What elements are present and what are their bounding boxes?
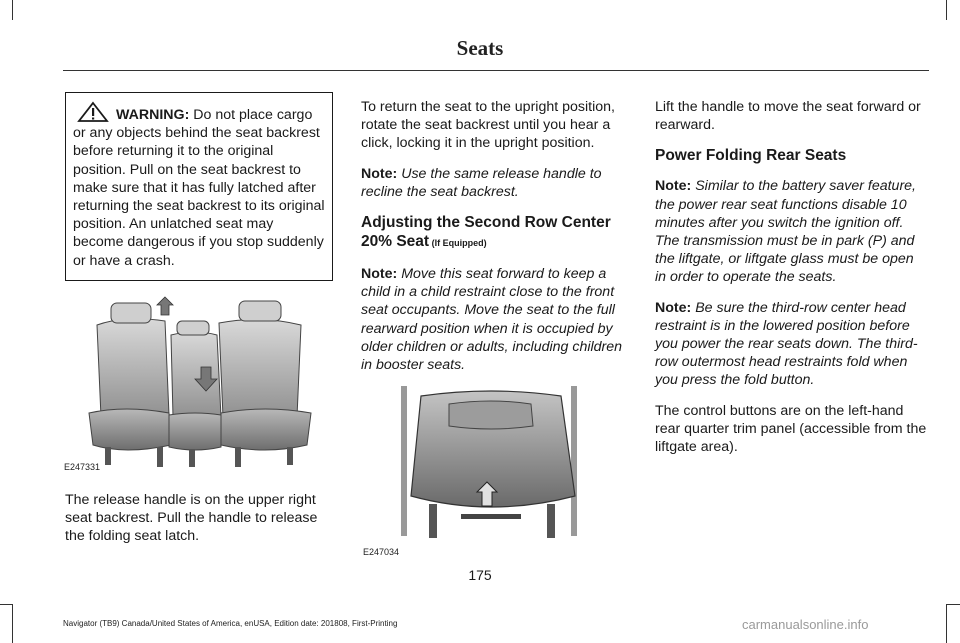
third-row-seat-illustration xyxy=(65,295,333,477)
warning-text: Do not place cargo or any objects behind the seat backrest before returning it to the original position. Pull on the seat backrest to make sure that it has fully latched after returning the seat backrest to its original position. An unlatched seat may become dangerous if you stop suddenly or have a crash. xyxy=(73,107,325,269)
figure-code: E247331 xyxy=(64,461,101,472)
column-1 xyxy=(65,92,333,557)
note-label: Note: xyxy=(361,165,398,182)
crop-mark-bottom-left-h xyxy=(0,604,13,605)
crop-mark-bottom-right xyxy=(946,605,947,643)
warning-box xyxy=(65,92,333,281)
upright-paragraph: To return the seat to the upright position, rotate the seat backrest until you hear a click, locking it in the upright position. xyxy=(361,99,615,152)
center-seat-illustration xyxy=(361,386,631,554)
document-info: Navigator (TB9) Canada/United States of America, enUSA, Edition date: 201808, First-Printing xyxy=(63,619,398,628)
heading-suffix: (If Equipped) xyxy=(429,238,487,249)
control-buttons-paragraph: The control buttons are on the left-hand rear quarter trim panel (accessible from the liftgate area). xyxy=(655,402,927,456)
crop-mark-bottom-left xyxy=(12,605,13,643)
lift-handle-paragraph: Lift the handle to move the seat forward or rearward. xyxy=(655,99,921,134)
crop-mark-top-right xyxy=(946,0,947,20)
release-handle-paragraph: The release handle is on the upper right seat backrest. Pull the handle to release the folding seat latch. xyxy=(65,491,318,545)
watermark-link[interactable]: carmanualsonline.info xyxy=(742,617,869,632)
rear-seat-figure xyxy=(65,295,333,477)
note-child-restraint xyxy=(361,265,631,374)
warning-triangle-icon xyxy=(76,101,112,123)
column-3 xyxy=(655,98,927,468)
crop-mark-top-left xyxy=(12,0,13,20)
note-battery-saver xyxy=(655,177,927,286)
figure-code: E247034 xyxy=(363,547,400,558)
note-text: Use the same release handle to recline the seat backrest. xyxy=(361,165,602,200)
note-text: Similar to the battery saver feature, the power rear seat functions disable 10 minutes after you switch the ignition off. The transmission must be in park (P) and the liftgate, or liftgate glass must be open in order to operate the seats. xyxy=(655,178,917,286)
center-seat-figure xyxy=(361,386,631,558)
section-heading-power-folding: Power Folding Rear Seats xyxy=(655,147,847,165)
warning-label: WARNING: xyxy=(116,107,190,123)
section-heading-center-seat xyxy=(361,213,631,253)
note-text: Be sure the third-row center head restraint is in the lowered position before you power the rear seats down. The third-row outermost head restraints fold when you press the fold button. xyxy=(655,299,918,389)
note-label: Note: xyxy=(655,178,692,195)
note-label: Note: xyxy=(655,299,692,316)
title-divider xyxy=(63,70,929,71)
note-text: Move this seat forward to keep a child in a child restraint close to the front seat occupants. Move the seat to the full rearward position when it is occupied by older children or adults, including children in booster seats. xyxy=(361,266,623,374)
note-head-restraint xyxy=(655,299,927,390)
heading-text: Adjusting the Second Row Center 20% Seat xyxy=(361,214,611,251)
note-release-handle xyxy=(361,165,631,201)
crop-mark-bottom-right-h xyxy=(946,604,960,605)
note-label: Note: xyxy=(361,266,398,283)
page-title: Seats xyxy=(456,36,504,60)
column-2 xyxy=(361,98,631,558)
page-number: 175 xyxy=(468,567,492,583)
